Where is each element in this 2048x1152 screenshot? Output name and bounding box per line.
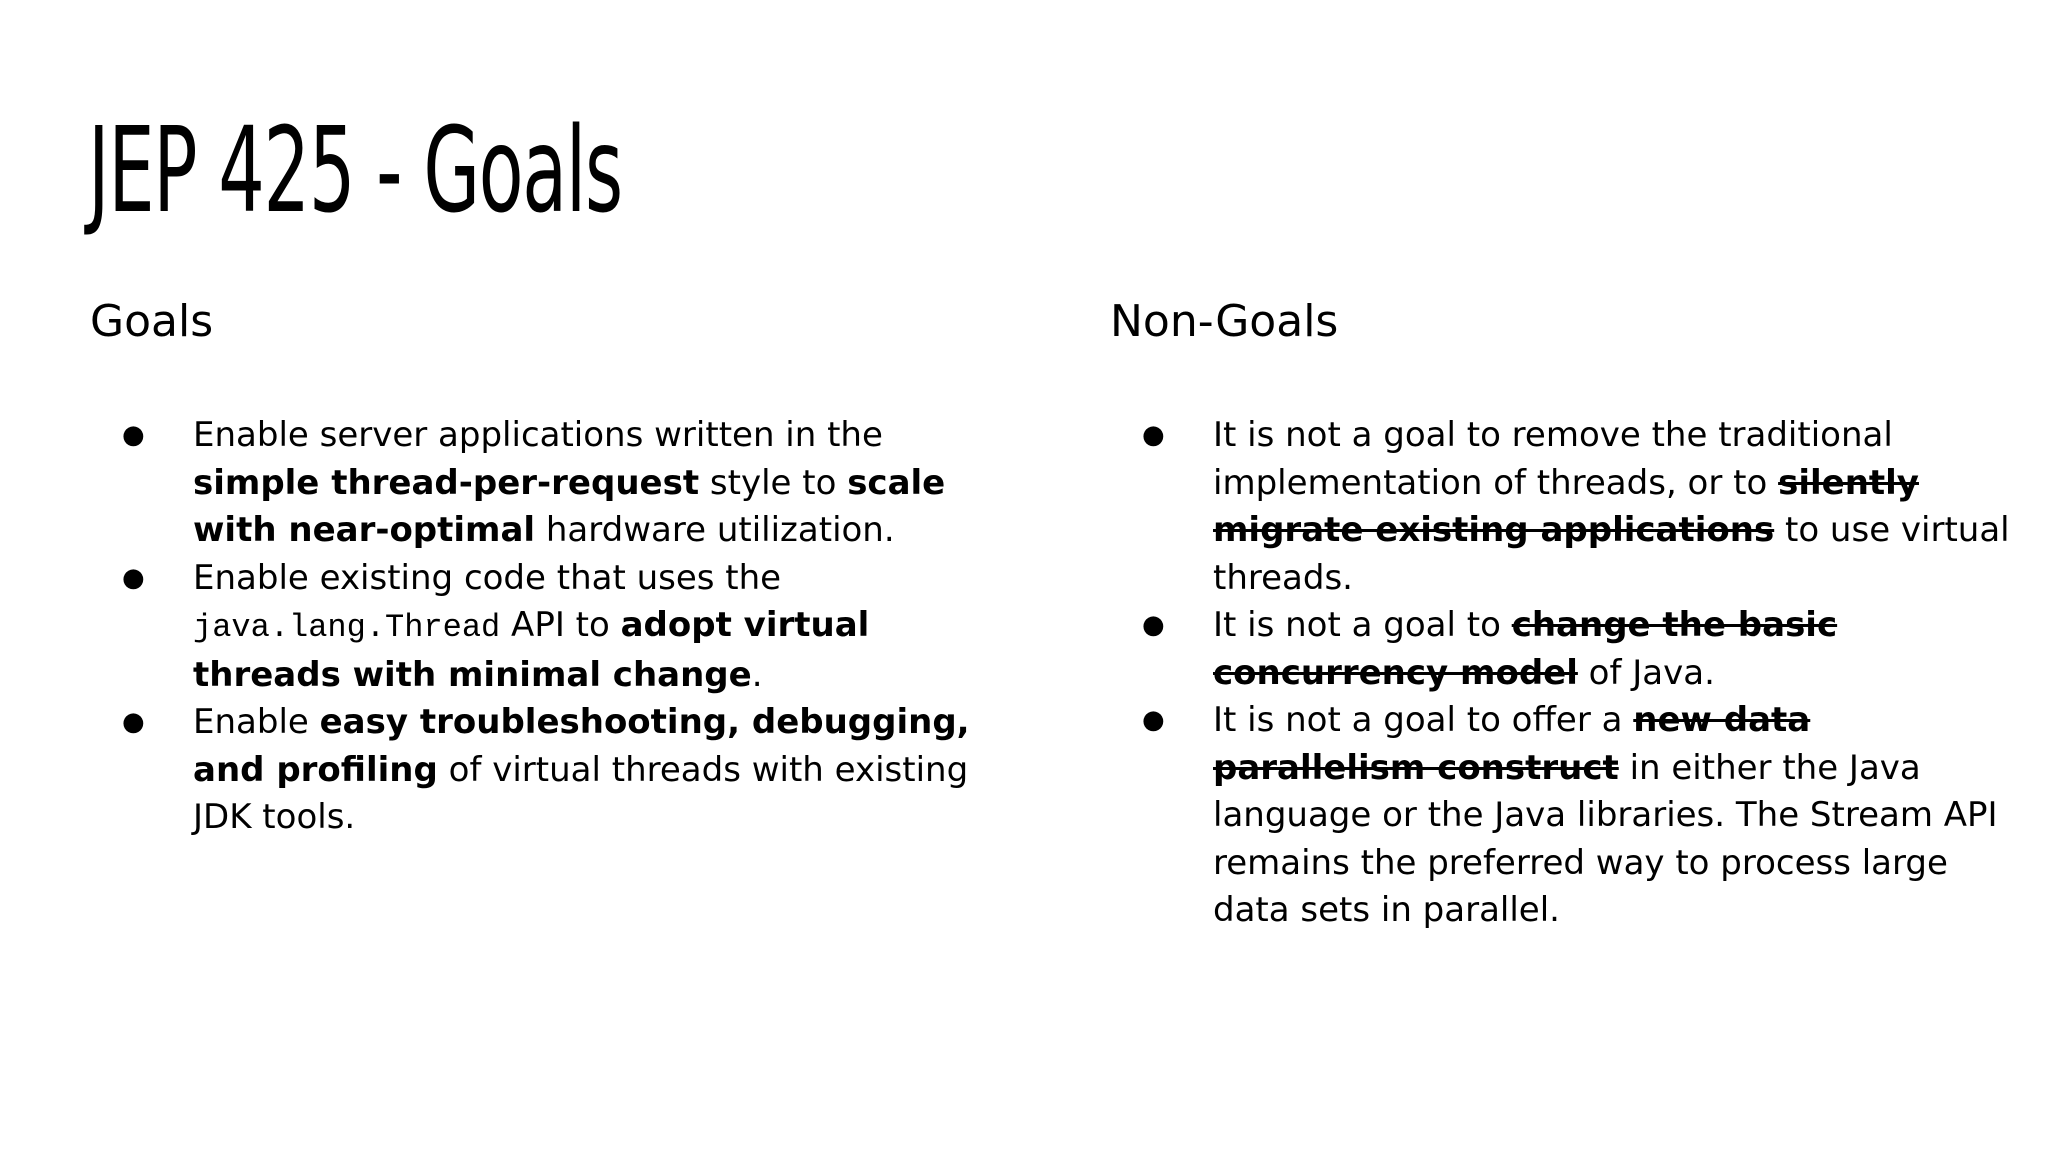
goal-item bbox=[90, 699, 993, 842]
bullet-icon: ● bbox=[122, 562, 145, 593]
non-goals-list bbox=[1110, 412, 2010, 935]
non-goal-text: in either the Java language or the Java libraries. The Stream API remains the preferred way to process large data sets in parallel. bbox=[1213, 747, 1998, 930]
non-goal-text: to use virtual threads. bbox=[1213, 510, 2010, 598]
non-goals-heading: Non-Goals bbox=[1110, 296, 1339, 347]
non-goal-item bbox=[1110, 697, 2023, 935]
goal-item bbox=[90, 555, 993, 700]
goal-text: . bbox=[751, 654, 763, 695]
bullet-icon: ● bbox=[122, 420, 145, 450]
goal-item bbox=[90, 412, 993, 555]
goal-text: of virtual threads with existing JDK tools. bbox=[193, 749, 969, 837]
non-goal-text: It is not a goal to offer a bbox=[1213, 700, 1634, 740]
non-goal-strikethrough: new data parallelism construct bbox=[1213, 700, 1811, 788]
goals-list bbox=[90, 412, 970, 842]
non-goal-strikethrough: change the basic concurrency model bbox=[1213, 605, 1838, 693]
goals-column bbox=[90, 292, 970, 837]
non-goal-text: It is not a goal to remove the traditional implementation of threads, or to bbox=[1213, 415, 1893, 503]
goals-heading: Goals bbox=[90, 296, 214, 347]
non-goal-item bbox=[1110, 602, 2023, 697]
goal-emphasis: simple thread-per-request bbox=[193, 462, 700, 503]
non-goal-text: of Java. bbox=[1577, 652, 1715, 693]
goal-text: Enable server applications written in the bbox=[193, 415, 883, 455]
goal-code: java.lang.Thread bbox=[193, 609, 501, 646]
goal-emphasis: adopt virtual threads with minimal change bbox=[193, 605, 870, 695]
non-goal-item bbox=[1110, 412, 2023, 602]
bullet-icon: ● bbox=[122, 707, 145, 737]
goal-emphasis: easy troubleshooting, debugging, and profiling bbox=[193, 702, 970, 790]
non-goal-strikethrough: silently migrate existing applications bbox=[1213, 462, 1919, 550]
bullet-icon: ● bbox=[1142, 420, 1165, 450]
non-goal-text: It is not a goal to bbox=[1213, 605, 1512, 645]
bullet-icon: ● bbox=[1142, 705, 1165, 735]
goal-text: hardware utilization. bbox=[535, 510, 895, 550]
goal-text: style to bbox=[699, 462, 848, 503]
goal-text: Enable existing code that uses the bbox=[193, 557, 782, 598]
bullet-icon: ● bbox=[1142, 610, 1165, 640]
slide-title: JEP 425 - Goals bbox=[88, 101, 622, 239]
non-goals-column bbox=[1110, 292, 2010, 930]
goal-text: Enable bbox=[193, 702, 320, 742]
goal-emphasis: scale with near-optimal bbox=[193, 462, 946, 550]
goal-text: API to bbox=[500, 605, 621, 645]
